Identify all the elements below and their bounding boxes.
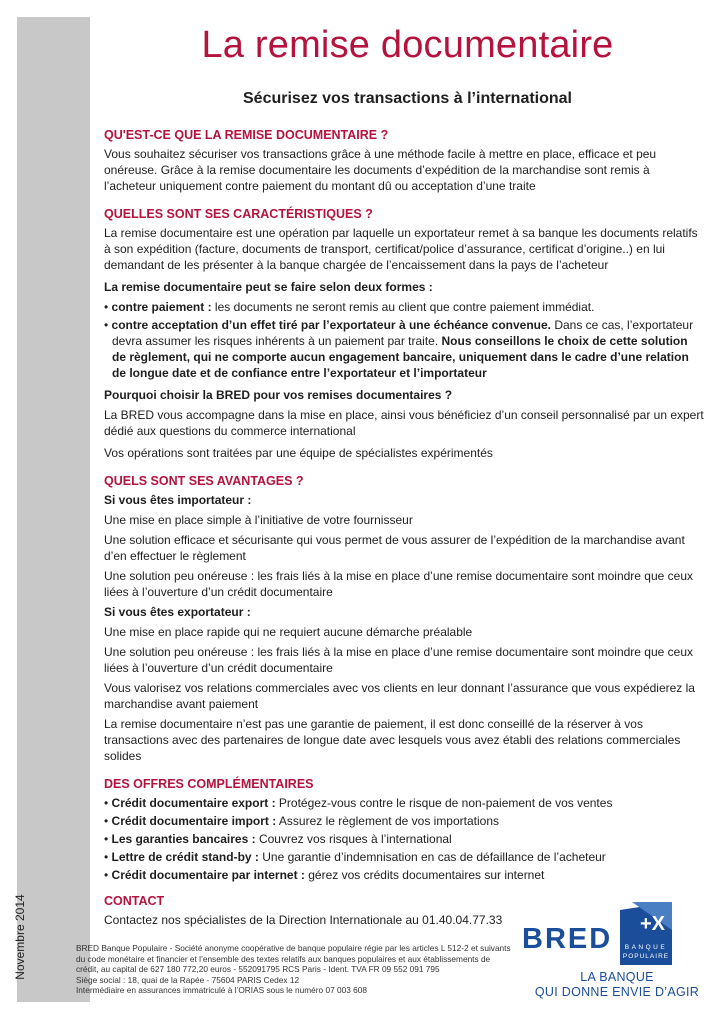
importer-advantage-3: Une solution peu onéreuse : les frais liés à la mise en place d’une remise documentaire sont moindre que ceux liées à l’ouverture d’un crédit documentaire <box>104 569 693 599</box>
legal-line: Siège social : 18, quai de la Rapée - 75604 PARIS Cedex 12 <box>76 974 300 985</box>
why-text: La BRED vous accompagne dans la mise en place, ainsi vous bénéficiez d’un conseil personnalisé par un expert dédié aux questions du commerce international <box>104 408 704 438</box>
form-bullet-payment: • contre paiement : les documents ne seront remis au client que contre paiement immédiat. <box>104 300 595 314</box>
svg-text:POPULAIRE: POPULAIRE <box>622 953 670 960</box>
svg-text:BANQUE: BANQUE <box>624 944 668 951</box>
characteristics-text: La remise documentaire est une opération par laquelle un exportateur remet à sa banque les documents relatifs à son expédition (facture, documents de transport, certificat/police d’assurance, certificat d’origine..) en lui demandant de les présenter à la banque chargée de l’encaissement dans la pays de l’acheteur <box>104 226 698 272</box>
contact-text: Contactez nos spécialistes de la Direction Internationale au 01.40.04.77.33 <box>104 913 503 927</box>
svg-text:+X: +X <box>640 913 666 935</box>
page-subtitle: Sécurisez vos transactions à l’international <box>243 90 572 107</box>
legal-line: du code monétaire et financier et l’ensemble des textes relatifs aux banques populaires et aux établissements de <box>76 953 491 964</box>
exporter-title: Si vous êtes exportateur : <box>104 605 251 619</box>
section-heading-offers: DES OFFRES COMPLÉMENTAIRES <box>104 777 314 791</box>
importer-advantage-2: Une solution efficace et sécurisante qui vous permet de vous assurer de l’expédition de la marchandise avant d’en effectuer le règlement <box>104 533 685 563</box>
exporter-advantage-3: Vous valorisez vos relations commerciales avec vos clients en leur donnant l’assurance que vous expédierez la marchandise avant paiement <box>104 681 695 711</box>
main-content <box>104 127 704 932</box>
legal-footer <box>76 943 516 996</box>
exporter-advantage-2: Une solution peu onéreuse : les frais liés à la mise en place d’une remise documentaire sont moindre que ceux liées à l’ouverture d’un crédit documentaire <box>104 645 693 675</box>
tagline-line: QUI DONNE ENVIE D’AGIR <box>534 985 700 999</box>
section-heading-what: QU'EST-CE QUE LA REMISE DOCUMENTAIRE ? <box>104 128 389 142</box>
section-text-what: Vous souhaitez sécuriser vos transactions grâce à une méthode facile à mettre en place, efficace et peu onéreuse. Grâce à la remise documentaire les documents d’expédition de la marchandise sont remis à l’acheteur uniquement contre paiement du montant dû ou acceptation d’une traite <box>104 147 657 193</box>
bred-wordmark: BRED <box>522 923 613 955</box>
legal-line: crédit, au capital de 627 180 772,20 euros - 552091795 RCS Paris - Ident. TVA FR 09 552 091 795 <box>76 964 440 974</box>
why-title: Pourquoi choisir la BRED pour vos remises documentaires ? <box>104 388 453 402</box>
exporter-advantage-4: La remise documentaire n’est pas une garantie de paiement, il est donc conseillé de la réserver à vos transactions avec des partenaires de longue date avec lesquels vous avez établi des relations commerciales solides <box>104 717 681 763</box>
importer-advantage-1: Une mise en place simple à l’initiative de votre fournisseur <box>104 513 413 527</box>
offer-item: • Crédit documentaire import : Assurez le règlement de vos importations <box>104 814 500 828</box>
offer-item: • Les garanties bancaires : Couvrez vos risques à l’international <box>104 832 452 846</box>
forms-title: La remise documentaire peut se faire selon deux formes : <box>104 280 433 294</box>
legal-line: Intermédiaire en assurances immatriculé à l’ORIAS sous le numéro 07 003 608 <box>76 985 367 995</box>
legal-line: BRED Banque Populaire - Société anonyme coopérative de banque populaire régie par les articles L 512-2 et suivants <box>76 943 511 953</box>
date-label: Novembre 2014 <box>13 894 27 980</box>
logo-tagline <box>522 970 712 1000</box>
offer-item: • Crédit documentaire export : Protégez-vous contre le risque de non-paiement de vos ventes <box>104 796 613 810</box>
tagline-line: LA BANQUE <box>580 970 654 984</box>
section-heading-characteristics: QUELLES SONT SES CARACTÉRISTIQUES ? <box>104 207 373 221</box>
section-heading-advantages: QUELS SONT SES AVANTAGES ? <box>104 474 304 488</box>
offer-item: • Crédit documentaire par internet : gérez vos crédits documentaires sur internet <box>104 868 545 882</box>
ops-text: Vos opérations sont traitées par une équipe de spécialistes expérimentés <box>104 446 493 460</box>
section-heading-contact: CONTACT <box>104 894 165 908</box>
page-title: La remise documentaire <box>201 24 614 66</box>
importer-title: Si vous êtes importateur : <box>104 493 252 507</box>
offer-item: • Lettre de crédit stand-by : Une garantie d’indemnisation en cas de défaillance de l’acheteur <box>104 850 606 864</box>
exporter-advantage-1: Une mise en place rapide qui ne requiert aucune démarche préalable <box>104 625 473 639</box>
form-bullet-acceptance: • contre acceptation d’un effet tiré par l’exportateur à une échéance convenue. Dans ce cas, l’exportateur devra assumer les risques inhérents à un paiement par traite. Nous conseillons le choix de cette solution de règlement, qui ne comporte aucun engagement bancaire, uniquement dans le cadre d’une relation de longue date et de confiance entre l’exportateur et l’importateur <box>104 318 694 380</box>
sidebar-band <box>17 17 90 1002</box>
